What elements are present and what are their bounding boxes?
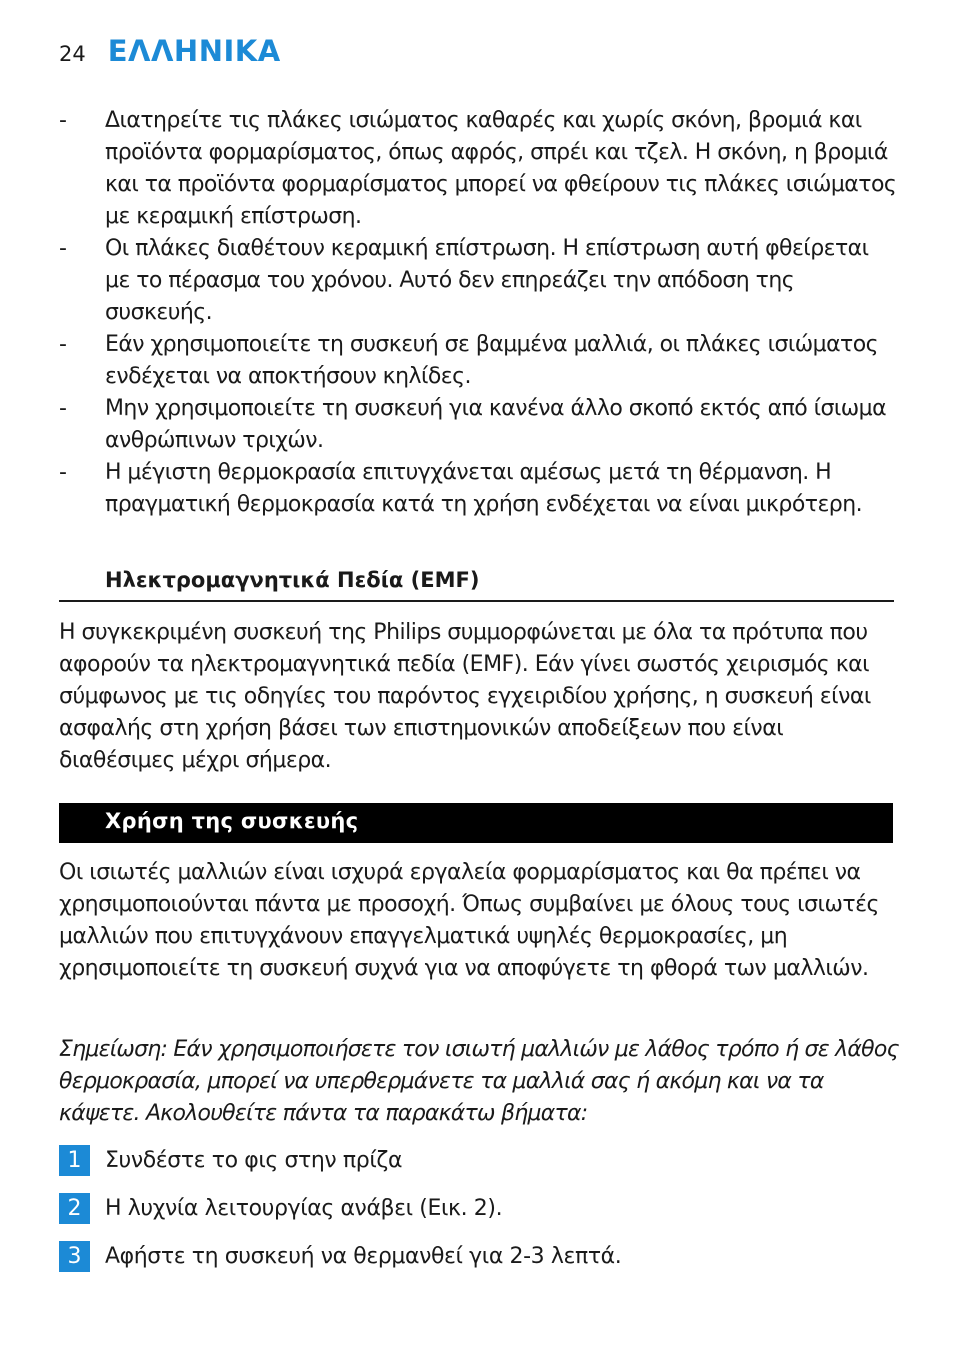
page-header [59, 34, 281, 68]
usage-intro-paragraph: Οι ισιωτές μαλλιών είναι ισχυρά εργαλεία φορμαρίσματος και θα πρέπει να χρησιμοποιούνται πάντα με προσοχή. Όπως συμβαίνει με όλους τους ισιωτές μαλλιών που επιτυγχάνουν επαγγελματικά υψηλές θερμοκρασίες, μη χρησιμοποιείτε τη συσκευή συχνά για να αποφύγετε τη φθορά των μαλλιών. [59, 860, 879, 981]
bullet-dash: - [59, 108, 67, 133]
usage-heading-text: Χρήση της συσκευής [105, 809, 359, 833]
step-item [59, 1193, 899, 1241]
list-item-text: Η μέγιστη θερμοκρασία επιτυγχάνεται αμέσως μετά τη θέρμανση. Η πραγματική θερμοκρασία κατά τη χρήση ενδέχεται να είναι μικρότερη. [105, 460, 863, 517]
language-title: ΕΛΛΗΝΙΚΑ [107, 34, 281, 68]
precautions-list [59, 105, 899, 521]
list-item [59, 457, 899, 521]
list-item-text: Διατηρείτε τις πλάκες ισιώματος καθαρές και χωρίς σκόνη, βρομιά και προϊόντα φορμαρίσματος, όπως αφρός, σπρέι και τζελ. Η σκόνη, η βρομιά και τα προϊόντα φορμαρίσματος μπορεί να φθείρουν τις πλάκες ισιώματος με κεραμική επίστρωση. [105, 108, 897, 229]
step-text: Η λυχνία λειτουργίας ανάβει (Εικ. 2). [105, 1196, 503, 1221]
emf-paragraph: Η συγκεκριμένη συσκευή της Philips συμμορφώνεται με όλα τα πρότυπα που αφορούν τα ηλεκτρομαγνητικά πεδία (EMF). Εάν γίνει σωστός χειρισμός και σύμφωνος με τις οδηγίες του παρόντος εγχειριδίου χρήσης, η συσκευή είναι ασφαλής στη χρήση βάσει των επιστημονικών αποδείξεων που είναι διαθέσιμες μέχρι σήμερα. [59, 620, 871, 773]
usage-section-heading [59, 803, 893, 843]
bullet-dash: - [59, 332, 67, 357]
list-item [59, 329, 899, 393]
list-item [59, 393, 899, 457]
page-number: 24 [59, 42, 86, 66]
emf-section-heading [59, 566, 894, 602]
step-text: Αφήστε τη συσκευή να θερμανθεί για 2-3 λεπτά. [105, 1244, 622, 1269]
step-item [59, 1145, 899, 1193]
step-item [59, 1241, 899, 1289]
bullet-dash: - [59, 460, 67, 485]
list-item-text: Εάν χρησιμοποιείτε τη συσκευή σε βαμμένα μαλλιά, οι πλάκες ισιώματος ενδέχεται να αποκτήσουν κηλίδες. [105, 332, 878, 389]
step-text: Συνδέστε το φις στην πρίζα [105, 1148, 403, 1173]
step-number-badge: 2 [59, 1193, 90, 1224]
bullet-dash: - [59, 236, 67, 261]
steps-list [59, 1145, 899, 1289]
step-number-badge: 3 [59, 1241, 90, 1272]
usage-note: Σημείωση: Εάν χρησιμοποιήσετε τον ισιωτή μαλλιών με λάθος τρόπο ή σε λάθος θερμοκρασία, μπορεί να υπερθερμάνετε τα μαλλιά σας ή ακόμη και να τα κάψετε. Ακολουθείτε πάντα τα παρακάτω βήματα: [59, 1037, 899, 1126]
list-item [59, 105, 899, 233]
emf-heading-text: Ηλεκτρομαγνητικά Πεδία (EMF) [105, 568, 480, 592]
step-number-badge: 1 [59, 1145, 90, 1176]
list-item-text: Οι πλάκες διαθέτουν κεραμική επίστρωση. Η επίστρωση αυτή φθείρεται με το πέρασμα του χρόνου. Αυτό δεν επηρεάζει την απόδοση της συσκευής. [105, 236, 869, 325]
list-item-text: Μην χρησιμοποιείτε τη συσκευή για κανένα άλλο σκοπό εκτός από ίσιωμα ανθρώπινων τριχών. [105, 396, 887, 453]
list-item [59, 233, 899, 329]
bullet-dash: - [59, 396, 67, 421]
